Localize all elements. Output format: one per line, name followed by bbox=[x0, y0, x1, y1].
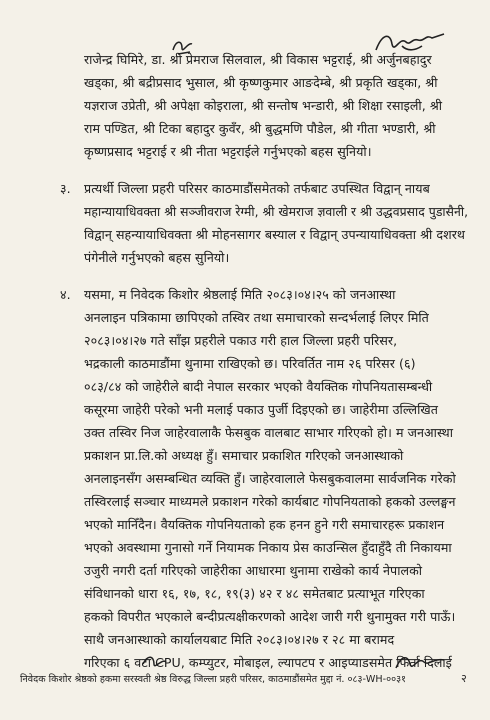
text-line: गरिएका ६ वटा CPU, कम्प्युटर, मोबाइल, ल्यापटप र आइप्याडसमेत फिर्ता दिलाई bbox=[84, 655, 452, 670]
text-line: विद्वान् सहन्यायाधिवक्ता श्री मोहनसागर बस्याल र विद्वान् उपन्यायाधिवक्ता श्री दशरथ bbox=[84, 227, 466, 242]
text-line: कसूरमा जाहेरी परेको भनी मलाई पकाउ पुर्जी दिइएको छ। जाहेरीमा उल्लिखित bbox=[84, 402, 438, 417]
text-line: अनलाइनसँग असम्बन्धित व्यक्ति हुँ। जाहेरवालाले फेसबुकवालमा सार्वजनिक गरेको bbox=[84, 471, 456, 486]
text-line: महान्यायाधिवक्ता श्री सञ्जीवराज रेग्मी, श्री खेमराज ज्ञवाली र श्री उद्धवप्रसाद पुडासैनी, bbox=[84, 204, 469, 219]
text-line: भएको अवस्थामा गुनासो गर्ने नियामक निकाय प्रेस काउन्सिल हुँदाहुँदै ती निकायमा bbox=[84, 540, 452, 555]
text-line: पंगेनीले गर्नुभएको बहस सुनियो। bbox=[84, 250, 230, 265]
text-line: प्रत्यर्थी जिल्ला प्रहरी परिसर काठमाडौंसमेतको तर्फबाट उपस्थित विद्वान् नायब bbox=[84, 181, 430, 196]
paragraph-number: ३. bbox=[60, 181, 71, 196]
text-line: यज्ञराज उप्रेती, श्री अपेक्षा कोइराला, श्री सन्तोष भन्डारी, श्री शिक्षा रसाइली, श्री bbox=[84, 98, 443, 113]
page-number: २ bbox=[461, 672, 467, 685]
text-line: कृष्णप्रसाद भट्टराई र श्री नीता भट्टराईले गर्नुभएको बहस सुनियो। bbox=[84, 144, 372, 159]
text-line: हकको विपरीत भएकाले बन्दीप्रत्यक्षीकरणको आदेश जारी गरी थुनामुक्त गरी पाऊँ। bbox=[84, 609, 456, 624]
text-line: तस्विरलाई सञ्चार माध्यमले प्रकाशन गरेको कार्यबाट गोपनियताको हकको उल्लङ्घन bbox=[84, 494, 456, 509]
text-line: यसमा, म निवेदक किशोर श्रेष्ठलाई मिति २०८३।०४।२५ को जनआस्था bbox=[84, 287, 396, 302]
text-line: भएको मानिँदैन। वैयक्तिक गोपनियताको हक हनन हुने गरी समाचारहरू प्रकाशन bbox=[84, 517, 445, 532]
text-line: संविधानको धारा १६, १७, १८, १९(३) ४२ र ४८ समेतबाट प्रत्याभूत गरिएका bbox=[84, 586, 425, 601]
paragraph-number: ४. bbox=[60, 287, 71, 302]
text-line: साथै जनआस्थाको कार्यालयबाट मिति २०८३।०४।२७ र २८ मा बरामद bbox=[84, 632, 395, 647]
footer-case-reference: निवेदक किशोर श्रेष्ठको हकमा सरस्वती श्रेष्ठ विरुद्ध जिल्ला प्रहरी परिसर, काठमाडौंसमेत मुद्दा नं. ०८३-WH-००३१ bbox=[20, 674, 407, 685]
text-line: राम पण्डित, श्री टिका बहादुर कुवँर, श्री बुद्धमणि पौडेल, श्री गीता भण्डारी, श्री bbox=[84, 121, 436, 136]
text-line: २०८३।०४।२७ गते साँझ प्रहरीले पकाउ गरी हाल जिल्ला प्रहरी परिसर, bbox=[84, 333, 398, 348]
text-line: उजुरी नगरी दर्ता गरिएको जाहेरीका आधारमा थुनामा राखेको कार्य नेपालको bbox=[84, 563, 423, 578]
text-line: प्रकाशन प्रा.लि.को अध्यक्ष हुँ। समाचार प्रकाशित गरिएको जनआस्थाको bbox=[84, 448, 404, 463]
text-line: अनलाइन पत्रिकामा छापिएको तस्विर तथा समाचारको सन्दर्भलाई लिएर मिति bbox=[84, 310, 429, 325]
text-line: उक्त तस्विर निज जाहेरवालाकै फेसबुक वालबाट साभार गरिएको हो। म जनआस्था bbox=[84, 425, 454, 440]
text-line: खड्का, श्री बद्रीप्रसाद भुसाल, श्री कृष्णकुमार आङदेम्बे, श्री प्रकृति खड्का, श्री bbox=[84, 75, 438, 90]
text-line: ०८३/८४ को जाहेरीले बादी नेपाल सरकार भएको वैयक्तिक गोपनियतासम्बन्धी bbox=[84, 379, 433, 394]
text-line: भद्रकाली काठमाडौंमा थुनामा राखिएको छ। परिवर्तित नाम २६ परिसर (६) bbox=[84, 356, 416, 371]
text-line: राजेन्द्र घिमिरे, डा. श्री प्रेमराज सिलवाल, श्री विकास भट्टराई, श्री अर्जुनबहादुर bbox=[84, 52, 432, 67]
